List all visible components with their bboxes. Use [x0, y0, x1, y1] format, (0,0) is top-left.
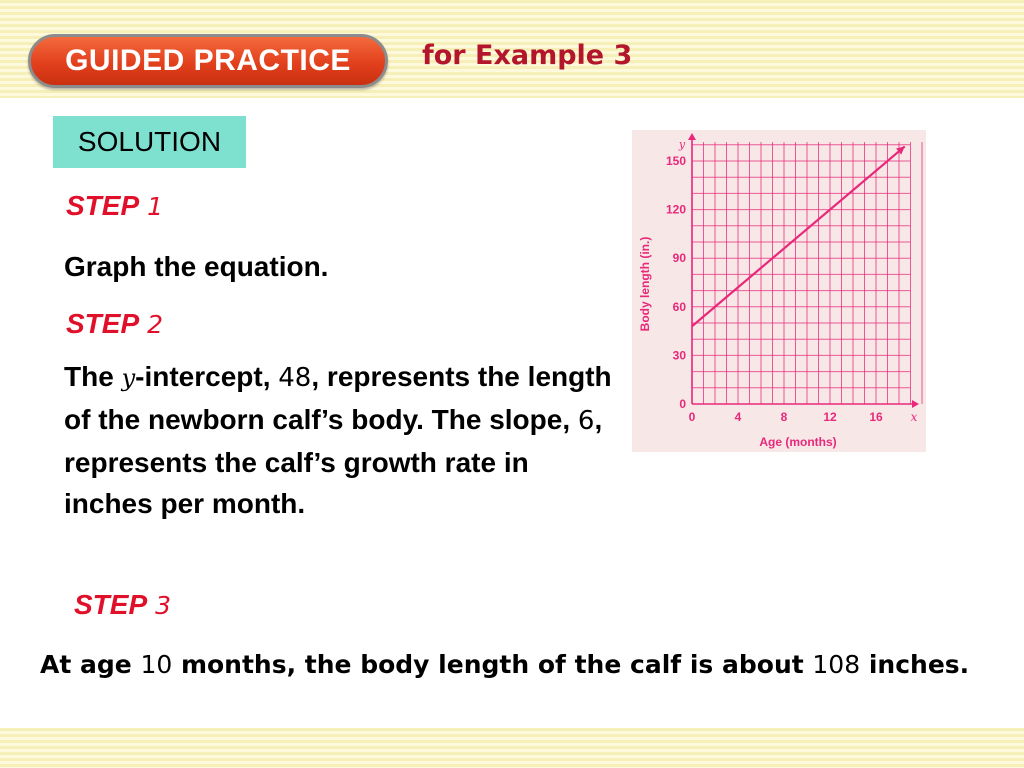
step-number: 3 — [155, 591, 172, 620]
step-number: 2 — [147, 310, 164, 339]
y-axis-label: Body length (in.) — [638, 236, 652, 332]
x-tick-label: 0 — [688, 410, 696, 424]
step-3-heading — [74, 589, 171, 621]
guided-practice-badge — [28, 34, 388, 88]
growth-chart-svg — [632, 130, 926, 452]
chart-grid — [688, 133, 922, 408]
step-1-heading — [66, 190, 163, 222]
text-run: inches. — [860, 650, 970, 679]
x-axis-arrow — [912, 400, 919, 408]
conclusion-sentence — [40, 650, 969, 679]
y-variable: y — [121, 364, 136, 392]
step-2-paragraph — [64, 356, 624, 524]
step-2-heading — [66, 308, 163, 340]
growth-graph — [632, 130, 926, 452]
y-axis-arrow — [688, 133, 696, 140]
x-tick-label: 16 — [869, 410, 883, 424]
slope-value: 6 — [577, 406, 595, 436]
text-run: , represents the length of the newborn calf’s body. The slope, — [64, 361, 612, 435]
solution-box — [53, 116, 246, 168]
text-run: -intercept, — [135, 361, 279, 392]
x-tick-label: 8 — [780, 410, 788, 424]
y-tick-label: 30 — [672, 348, 686, 363]
chart-ticks — [666, 154, 883, 424]
step-1-text: Graph the equation. — [64, 251, 329, 282]
length-value: 108 — [812, 650, 861, 679]
age-value: 10 — [140, 650, 173, 679]
footer-band — [0, 728, 1024, 768]
text-run: months, the body length of the calf is about — [172, 650, 813, 679]
step-word: STEP — [74, 589, 148, 620]
x-tick-label: 4 — [734, 410, 742, 424]
text-run: The — [64, 361, 122, 392]
text-run: , represents the calf’s growth rate in inches per month. — [64, 404, 603, 519]
example-subtitle: for Example 3 — [422, 40, 633, 71]
x-axis-label: Age (months) — [759, 435, 837, 449]
y-tick-label: 150 — [665, 154, 686, 168]
step-word: STEP — [66, 190, 140, 221]
text-run: At age — [40, 650, 141, 679]
x-tick-label: 12 — [823, 410, 837, 424]
y-tick-label: 60 — [672, 299, 686, 314]
intercept-value: 48 — [278, 363, 312, 393]
step-number: 1 — [147, 192, 164, 221]
chart-series — [692, 146, 905, 326]
step-word: STEP — [66, 308, 140, 339]
growth-line — [692, 146, 905, 326]
badge-label: GUIDED PRACTICE — [65, 44, 351, 77]
y-tick-label: 90 — [672, 251, 686, 266]
y-axis-variable: y — [678, 138, 686, 151]
x-axis-variable: x — [910, 410, 918, 424]
y-tick-label: 120 — [665, 202, 686, 217]
solution-label: SOLUTION — [77, 126, 222, 157]
y-tick-label: 0 — [679, 397, 686, 411]
